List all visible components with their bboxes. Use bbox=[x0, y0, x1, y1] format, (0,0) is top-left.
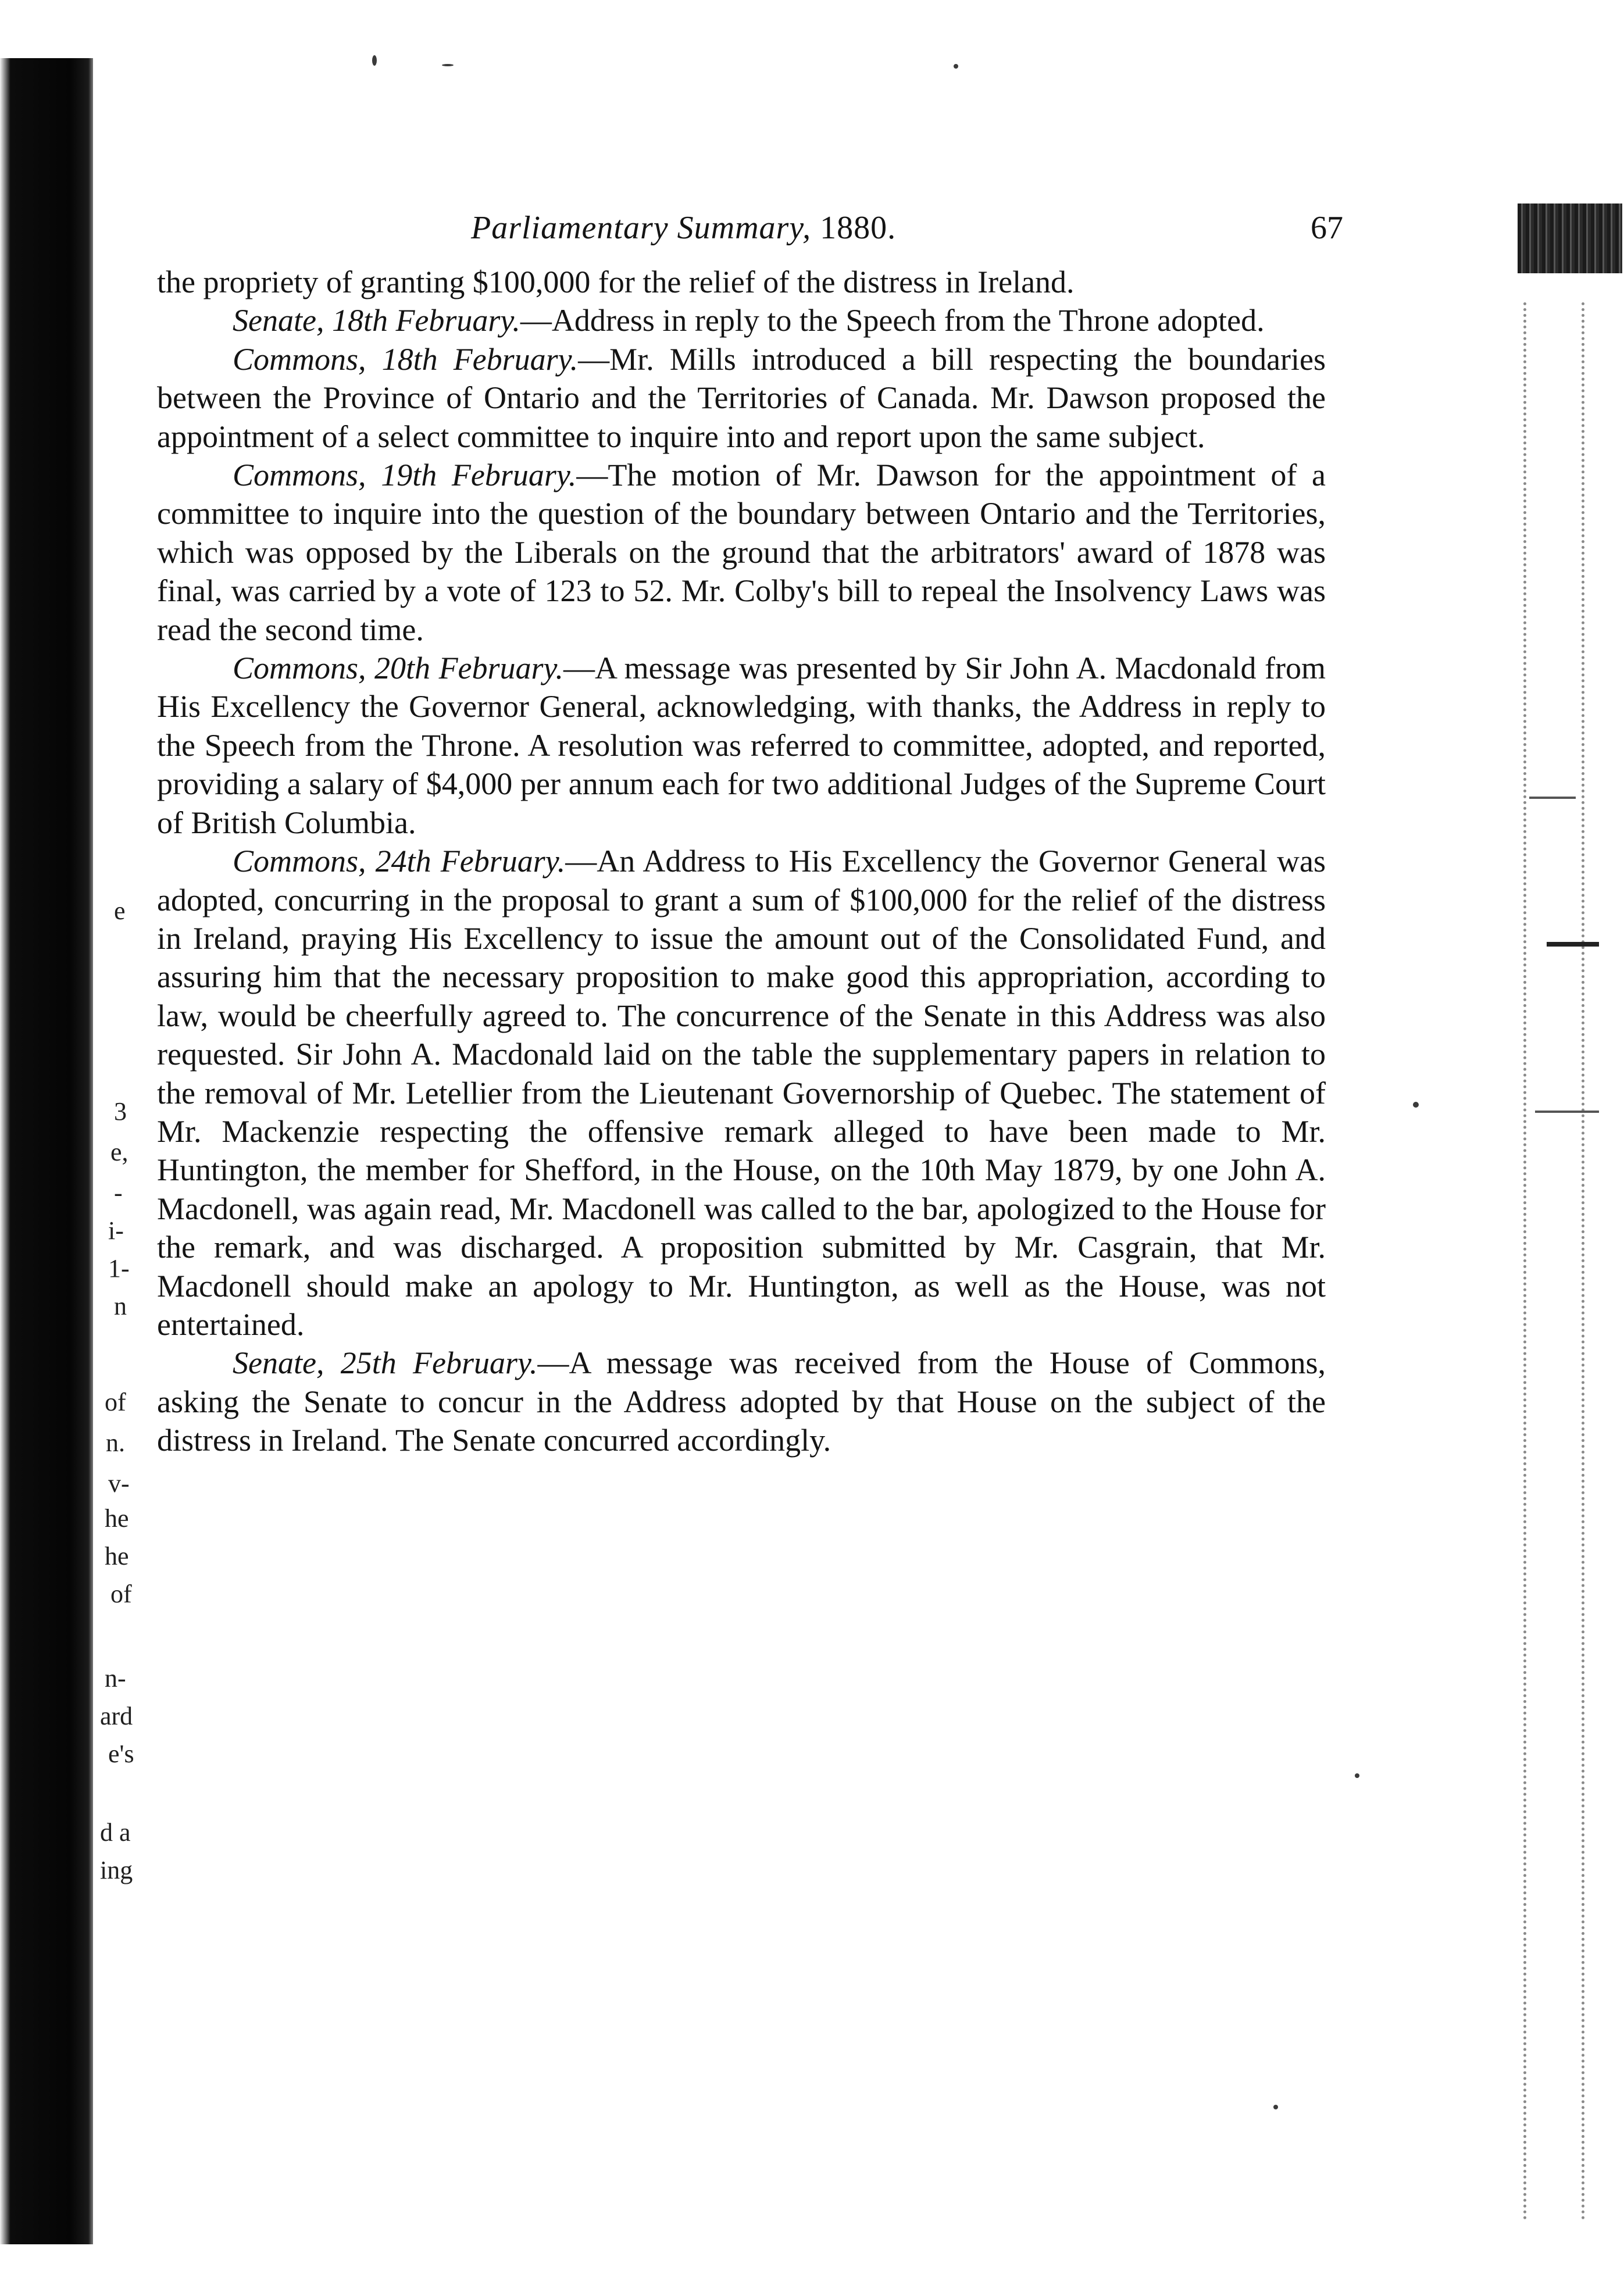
facing-page-fragment: n bbox=[114, 1292, 127, 1320]
entry-lead: Commons, 19th February. bbox=[233, 458, 577, 493]
facing-page-fragment: e bbox=[114, 897, 126, 925]
running-title-year: 1880. bbox=[820, 210, 897, 246]
scan-speck bbox=[954, 64, 958, 69]
facing-page-edge bbox=[0, 0, 134, 2285]
entry-text: —Mr. Mills introduced a bill respecting the boundaries between the Province of Ontario and the Territories of Canada. Mr. Dawson proposed the appointment of a select committee to inquire into and report upon the same subject. bbox=[157, 341, 1326, 454]
facing-page-fragment: n- bbox=[105, 1664, 126, 1693]
facing-page-fragment: d a bbox=[100, 1818, 131, 1847]
entry-lead: Senate, 18th February. bbox=[233, 303, 520, 338]
entry-commons-24-feb bbox=[157, 842, 1326, 1344]
running-title-text: Parliamentary Summary, bbox=[471, 210, 812, 246]
entry-senate-25-feb bbox=[157, 1344, 1326, 1459]
facing-page-fragment: e, bbox=[110, 1138, 129, 1166]
facing-page-fragment: of bbox=[105, 1388, 126, 1416]
scan-artifact-line bbox=[1523, 302, 1526, 2221]
entry-senate-18-feb bbox=[157, 301, 1326, 340]
facing-page-fragment: ing bbox=[100, 1856, 133, 1884]
facing-page-fragment: i- bbox=[108, 1216, 124, 1245]
facing-page-fragment: he bbox=[105, 1504, 129, 1533]
scan-artifact-block bbox=[1518, 203, 1622, 273]
facing-page-fragment: of bbox=[110, 1580, 132, 1608]
scan-speck bbox=[442, 64, 454, 66]
entry-text: —The motion of Mr. Dawson for the appointment of a committee to inquire into the question of the boundary between Ontario and the Territories, which was opposed by the Liberals on the ground that the arbitrators' award of 1878 was final, was carried by a vote of 123 to 52. Mr. Colby's bill to repeal the Insolvency Laws was read the second time. bbox=[157, 458, 1326, 647]
scan-speck bbox=[1413, 1102, 1419, 1108]
facing-page-fragment: he bbox=[105, 1542, 129, 1570]
scan-artifact-mark bbox=[1535, 1111, 1599, 1113]
book-page bbox=[157, 209, 1343, 1460]
entry-commons-18-feb bbox=[157, 340, 1326, 456]
entry-text: —A message was received from the House of Commons, asking the Senate to concur in the Address adopted by that House on the subject of the distress in Ireland. The Senate concurred accordingly. bbox=[157, 1345, 1326, 1458]
body-text bbox=[157, 263, 1326, 1460]
next-page-edge bbox=[1512, 203, 1622, 2238]
entry-commons-20-feb bbox=[157, 649, 1326, 842]
entry-lead: Commons, 18th February. bbox=[233, 341, 579, 377]
facing-page-fragment: e's bbox=[108, 1740, 134, 1768]
entry-text: —An Address to His Excellency the Governor General was adopted, concurring in the proposal to grant a sum of $100,000 for the relief of the distress in Ireland, praying His Excellency to issue the amount out of the Consolidated Fund, and assuring him that the necessary proposition to make good this appropriation, according to law, would be cheerfully agreed to. The concurrence of the Senate in this Address was also requested. Sir John A. Macdonald laid on the table the supplementary papers in relation to the removal of Mr. Letellier from the Lieutenant Governorship of Quebec. The statement of Mr. Mackenzie respecting the offensive remark alleged to have been made to Mr. Huntington, the member for Shefford, in the House, on the 10th May 1879, by one John A. Macdonell, was again read, Mr. Macdonell was called to the bar, apologized to the House for the remark, and was discharged. A proposition submitted by Mr. Casgrain, that Mr. Macdonell should make an apology to Mr. Huntington, as well as the House, was not entertained. bbox=[157, 844, 1326, 1342]
scan-artifact-mark bbox=[1547, 942, 1599, 947]
facing-page-fragment: v- bbox=[108, 1469, 130, 1498]
facing-page-fragment: ard bbox=[100, 1702, 133, 1730]
entry-text: —Address in reply to the Speech from the Throne adopted. bbox=[520, 303, 1265, 338]
entry-text: —A message was presented by Sir John A. Macdonald from His Excellency the Governor General, acknowledging, with thanks, the Address in reply to the Speech from the Throne. A resolution was referred to committee, adopted, and reported, providing a salary of $4,000 per annum each for two additional Judges of the Supreme Court of British Columbia. bbox=[157, 651, 1326, 840]
running-head bbox=[157, 209, 1343, 256]
facing-page-fragment: n. bbox=[106, 1429, 125, 1457]
facing-page-fragment: 1- bbox=[108, 1254, 130, 1283]
page-number: 67 bbox=[1311, 210, 1343, 246]
entry-lead: Commons, 20th February. bbox=[233, 651, 564, 686]
scan-speck bbox=[1273, 2105, 1278, 2109]
entry-lead: Commons, 24th February. bbox=[233, 844, 566, 879]
facing-page-fragment: - bbox=[114, 1179, 123, 1207]
scan-speck bbox=[1355, 1773, 1359, 1778]
entry-lead: Senate, 25th February. bbox=[233, 1345, 538, 1381]
facing-page-fragment: 3 bbox=[114, 1097, 127, 1126]
running-title bbox=[471, 209, 896, 247]
entry-commons-19-feb bbox=[157, 456, 1326, 649]
intro-paragraph: the propriety of granting $100,000 for the relief of the distress in Ireland. bbox=[157, 265, 1075, 299]
scan-speck bbox=[372, 55, 377, 66]
scan-artifact-mark bbox=[1529, 797, 1576, 799]
scan-artifact-line bbox=[1582, 302, 1584, 2221]
